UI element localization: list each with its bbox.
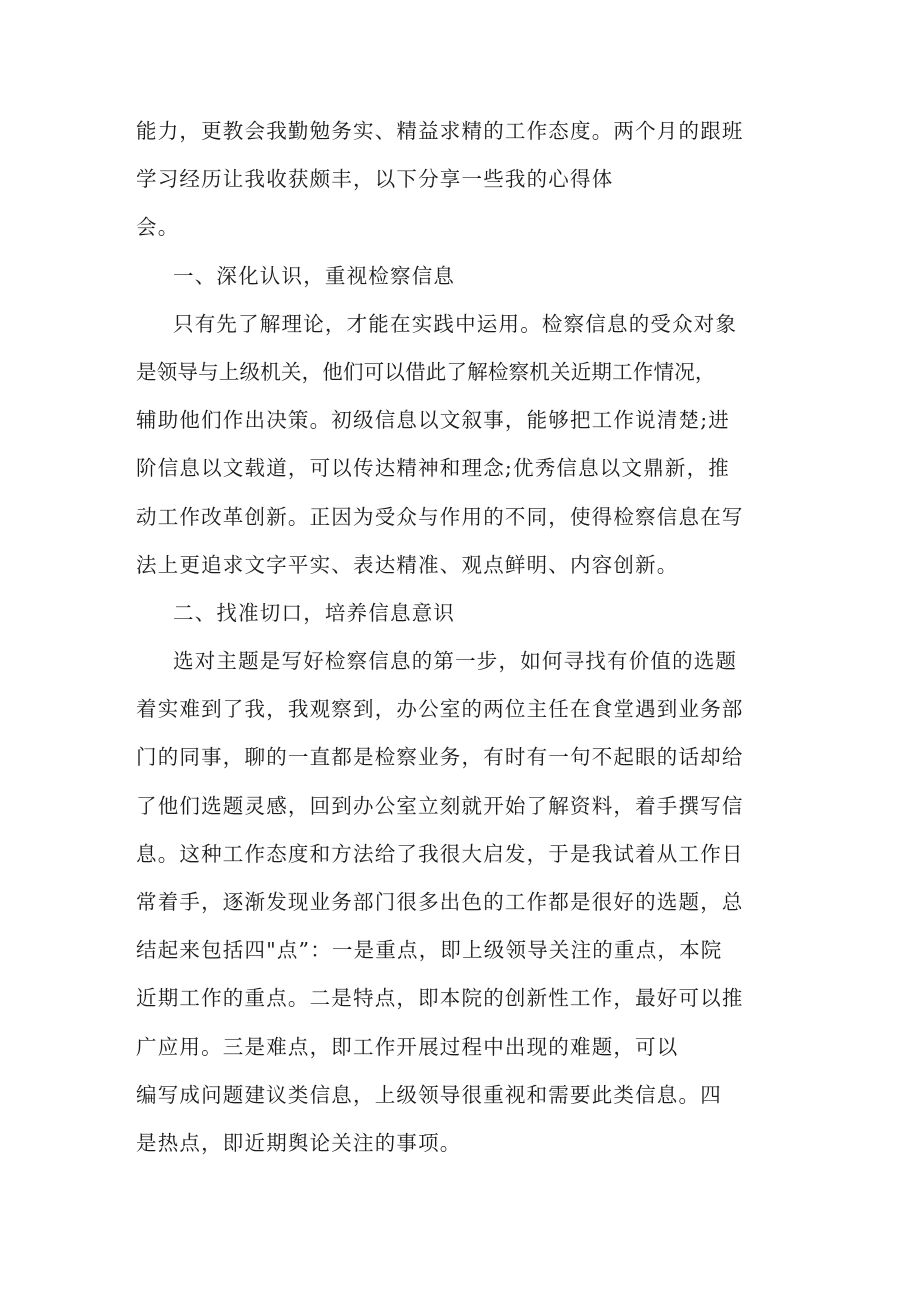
- paragraph-line: 辅助他们作出决策。初级信息以文叙事，能够把工作说清楚;进: [136, 408, 731, 433]
- paragraph-line: 常着手，逐渐发现业务部门很多出色的工作都是很好的选题，总: [136, 890, 744, 914]
- paragraph-line: 了他们选题灵感，回到办公室立刻就开始了解资料，着手撰写信: [136, 793, 744, 818]
- paragraph-line: 能力，更教会我勤勉务实、精益求精的工作态度。两个月的跟班: [136, 119, 744, 143]
- paragraph-line: 着实难到了我，我观察到，办公室的两位主任在食堂遇到业务部: [136, 697, 744, 722]
- document-body: [136, 107, 792, 1167]
- paragraph-line: 近期工作的重点。二是特点，即本院的创新性工作，最好可以推: [136, 986, 744, 1011]
- paragraph-line: 阶信息以文载道，可以传达精神和理念;优秀信息以文鼎新，推: [136, 456, 731, 481]
- paragraph-line: 法上更追求文字平实、表达精准、观点鲜明、内容创新。: [136, 552, 679, 577]
- paragraph-line: 门的同事，聊的一直都是检察业务，有时有一句不起眼的话却给: [136, 745, 744, 770]
- section-heading-2: 二、找准切口，培养信息意识: [173, 600, 456, 625]
- paragraph-line: 只有先了解理论，才能在实践中运用。检察信息的受众对象: [173, 311, 738, 336]
- section-heading-1: 一、深化认识，重视检察信息: [173, 263, 456, 288]
- paragraph-line: 编写成问题建议类信息，上级领导很重视和需要此类信息。四: [136, 1082, 722, 1107]
- paragraph-line: 是热点，即近期舆论关注的事项。: [136, 1130, 462, 1155]
- paragraph-line: 动工作改革创新。正因为受众与作用的不同，使得检察信息在写: [136, 504, 744, 529]
- paragraph-line: 会。: [136, 215, 180, 240]
- paragraph-line: 学习经历让我收获颇丰，以下分享一些我的心得体: [136, 167, 614, 192]
- paragraph-line: 选对主题是写好检察信息的第一步，如何寻找有价值的选题: [173, 649, 738, 674]
- paragraph-line: 广应用。三是难点，即工作开展过程中出现的难题，可以: [136, 1034, 679, 1059]
- paragraph-line: 是领导与上级机关，他们可以借此了解检察机关近期工作情况，: [136, 359, 716, 384]
- paragraph-line: 结起来包括四"点”：一是重点，即上级领导关注的重点，本院: [136, 938, 723, 963]
- paragraph-line: 息。这种工作态度和方法给了我很大启发，于是我试着从工作日: [136, 841, 744, 866]
